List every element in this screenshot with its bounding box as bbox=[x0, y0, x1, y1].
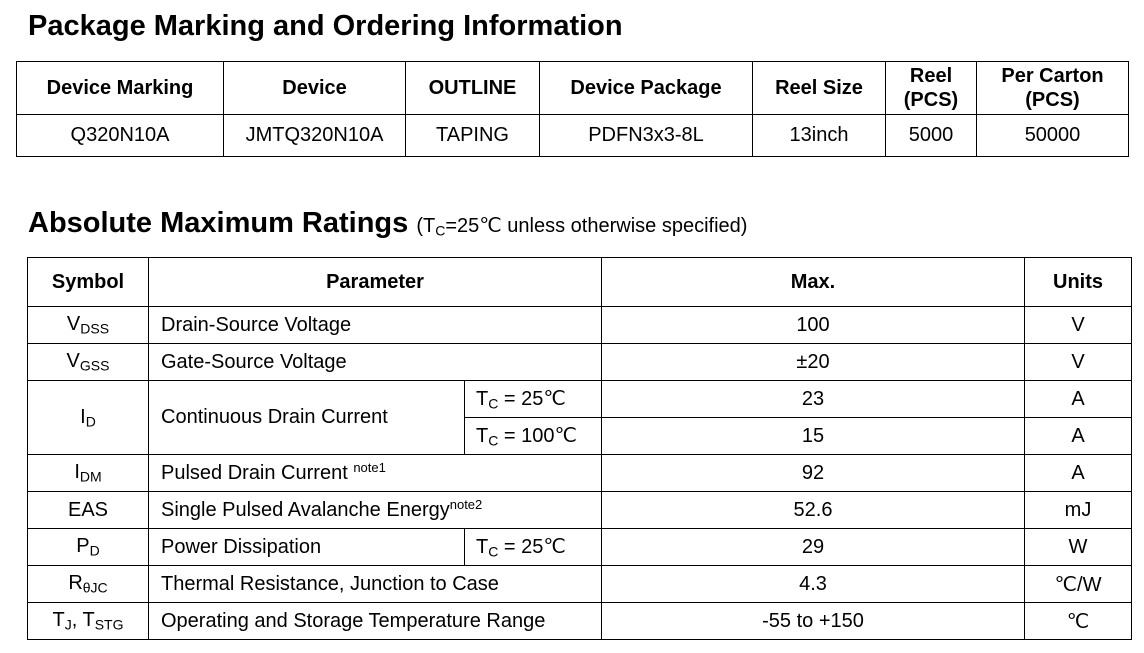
unit-cell: V bbox=[1025, 307, 1132, 344]
ratings-section-title bbox=[28, 207, 747, 247]
header-symbol: Symbol bbox=[28, 258, 149, 307]
unit-cell: W bbox=[1025, 529, 1132, 566]
footnote-ref: note1 bbox=[353, 460, 386, 476]
ratings-title-text: Absolute Maximum Ratings bbox=[28, 207, 409, 239]
table-row bbox=[28, 381, 1132, 418]
symbol-cell: $T_J$, $T_{STG}$ bbox=[28, 603, 149, 640]
header-reel-pcs: Reel (PCS) bbox=[886, 62, 977, 115]
symbol-cell: EAS bbox=[28, 492, 149, 529]
parameter-cell: Operating and Storage Temperature Range bbox=[149, 603, 602, 640]
cell-reel-pcs: 5000 bbox=[886, 115, 977, 157]
header-device-package: Device Package bbox=[540, 62, 753, 115]
unit-cell: A bbox=[1025, 418, 1132, 455]
ordering-table bbox=[16, 61, 1129, 157]
symbol-cell: $I_D$ bbox=[28, 381, 149, 455]
symbol-cell: $P_D$ bbox=[28, 529, 149, 566]
symbol-cell: $I_{DM}$ bbox=[28, 455, 149, 492]
parameter-cell: Pulsed Drain Current $^{note1}$ bbox=[149, 455, 602, 492]
table-row bbox=[28, 603, 1132, 640]
parameter-cell: Single Pulsed Avalanche Energy$^{note2}$ bbox=[149, 492, 602, 529]
unit-cell: ℃/W bbox=[1025, 566, 1132, 603]
unit-cell: ℃ bbox=[1025, 603, 1132, 640]
max-cell: ±20 bbox=[602, 344, 1025, 381]
ratings-table bbox=[27, 257, 1132, 640]
table-row bbox=[28, 455, 1132, 492]
header-parameter: Parameter bbox=[149, 258, 602, 307]
table-row bbox=[28, 344, 1132, 381]
table-row bbox=[28, 492, 1132, 529]
unit-cell: A bbox=[1025, 455, 1132, 492]
symbol-cell: $R_{\theta JC}$ bbox=[28, 566, 149, 603]
header-device-marking: Device Marking bbox=[17, 62, 224, 115]
header-per-carton: Per Carton (PCS) bbox=[977, 62, 1129, 115]
table-row bbox=[28, 566, 1132, 603]
symbol-cell: $V_{GSS}$ bbox=[28, 344, 149, 381]
ordering-header-row bbox=[17, 62, 1129, 115]
parameter-cell: Continuous Drain Current bbox=[149, 381, 465, 455]
ordering-data-row bbox=[17, 115, 1129, 157]
parameter-cell: Drain-Source Voltage bbox=[149, 307, 602, 344]
condition-cell: $T_C$ = 25℃ bbox=[465, 381, 602, 418]
symbol-cell: $V_{DSS}$ bbox=[28, 307, 149, 344]
header-reel-size: Reel Size bbox=[753, 62, 886, 115]
max-cell: 92 bbox=[602, 455, 1025, 492]
unit-cell: V bbox=[1025, 344, 1132, 381]
max-cell: 15 bbox=[602, 418, 1025, 455]
header-device: Device bbox=[224, 62, 406, 115]
condition-cell: $T_C$ = 25℃ bbox=[465, 529, 602, 566]
cell-reel-size: 13inch bbox=[753, 115, 886, 157]
table-row bbox=[28, 307, 1132, 344]
parameter-cell: Thermal Resistance, Junction to Case bbox=[149, 566, 602, 603]
cell-outline: TAPING bbox=[406, 115, 540, 157]
max-cell: 23 bbox=[602, 381, 1025, 418]
unit-cell: A bbox=[1025, 381, 1132, 418]
ordering-section-title: Package Marking and Ordering Information bbox=[28, 10, 623, 42]
ratings-condition-note: ($T_C=25℃$ unless otherwise specified) bbox=[416, 215, 748, 239]
cell-device: JMTQ320N10A bbox=[224, 115, 406, 157]
table-row bbox=[28, 529, 1132, 566]
footnote-ref: note2 bbox=[449, 497, 483, 513]
ratings-header-row bbox=[28, 258, 1132, 307]
header-units: Units bbox=[1025, 258, 1132, 307]
parameter-cell: Power Dissipation bbox=[149, 529, 465, 566]
header-outline: OUTLINE bbox=[406, 62, 540, 115]
max-cell: 29 bbox=[602, 529, 1025, 566]
parameter-cell: Gate-Source Voltage bbox=[149, 344, 602, 381]
unit-cell: mJ bbox=[1025, 492, 1132, 529]
condition-cell: $T_C$ = 100℃ bbox=[465, 418, 602, 455]
max-cell: -55 to +150 bbox=[602, 603, 1025, 640]
cell-per-carton: 50000 bbox=[977, 115, 1129, 157]
max-cell: 100 bbox=[602, 307, 1025, 344]
max-cell: 4.3 bbox=[602, 566, 1025, 603]
cell-device-marking: Q320N10A bbox=[17, 115, 224, 157]
cell-device-package: PDFN3x3-8L bbox=[540, 115, 753, 157]
header-max: Max. bbox=[602, 258, 1025, 307]
max-cell: 52.6 bbox=[602, 492, 1025, 529]
